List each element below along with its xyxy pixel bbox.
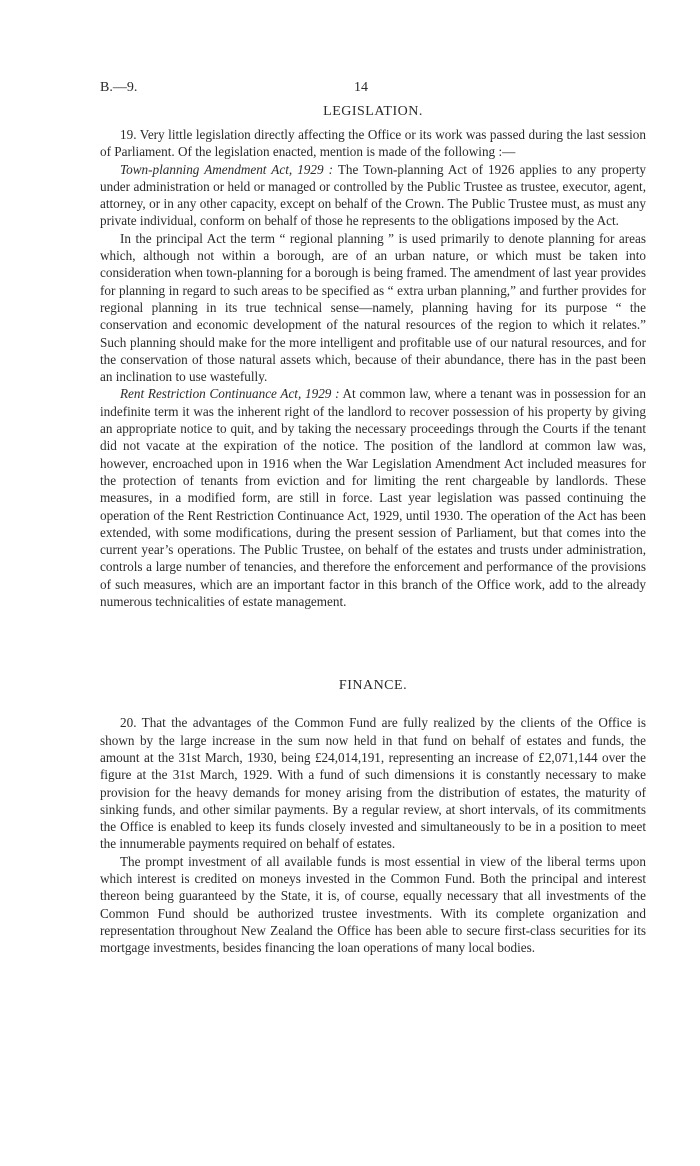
legislation-section [100, 102, 646, 610]
legislation-heading: LEGISLATION. [323, 104, 423, 119]
finance-heading: FINANCE. [338, 678, 408, 694]
paragraph-text: The Town-planning Act of 1926 applies to any property under administration or held or managed or controlled by the Public Trustee as trustee, executor, agent, attorney, or in any other capacity, except on behalf of the Crown. The Public Trustee must, as must any private individual, conform on behalf of those he represents to the obligations imposed by the Act. [100, 161, 646, 229]
paragraph-text: The prompt investment of all available funds is most essential in view of the liberal terms upon which interest is credited on moneys invested in the Common Fund. Both the principal and interest thereon being guaranteed by the State, it is, of course, equally necessary that all investments of the Common Fund should be authorized trustee investments. With its complete organization and representation throughout New Zealand the Office has been able to secure first-class securities for its mortgage investments, besides financing the loan operations of many local bodies. [100, 853, 646, 956]
act-title: Rent Restriction Continuance Act, 1929 : [120, 386, 340, 402]
paragraph-text: 19. Very little legislation directly affecting the Office or its work was passed during the last session of Parliament. Of the legislation enacted, mention is made of the following :— [100, 127, 646, 160]
act-title: Town-planning Amendment Act, 1929 : [120, 161, 334, 177]
legislation-paragraph-2 [100, 161, 646, 230]
finance-paragraph-2 [100, 853, 646, 957]
page-number: 14 [354, 80, 368, 95]
document-reference: B.—9. [100, 80, 138, 95]
legislation-paragraph-3 [100, 230, 646, 386]
page-header [100, 80, 646, 100]
finance-paragraph-1 [100, 714, 646, 852]
paragraph-text: At common law, where a tenant was in possession for an indefinite term it was the inherent right of the landlord to recover possession of his property by giving an appropriate notice to quit, and by taking the necessary proceedings through the Courts if the tenant did not vacate at the expiration of the notice. The position of the landlord at common law was, however, encroached upon in 1916 when the War Legislation Amendment Act included measures for the protection of tenants from eviction and for limiting the rent chargeable by landlords. These measures, in a modified form, are still in force. Last year legislation was passed continuing the operation of the Rent Restriction Continuance Act, 1929, until 1930. The operation of the Act has been extended, with some modifications, during the present session of Parliament, but that comes into the current year’s operations. The Public Trustee, on behalf of the estates and trusts under administration, controls a large number of tenancies, and therefore the enforcement and performance of the provisions of such measures, which are an important factor in this branch of the Office work, add to the already numerous technicalities of estate management. [100, 386, 647, 610]
paragraph-text: In the principal Act the term “ regional planning ” is used primarily to denote planning for areas which, although not within a borough, are of an urban nature, or which must be taken into consideration when town-planning for a borough is being framed. The amendment of last year provides for planning in regard to such areas to be specified as “ extra urban planning,” and further provides for regional planning in its true technical sense—namely, planning having for its purpose “ the conservation and economic development of the natural resources of the region to which it relates.” Such planning should make for the more intelligent and profitable use of our natural resources, and for the conservation of those natural assets which, because of their abundance, there has in the past been an inclination to use wastefully. [100, 230, 646, 385]
finance-section [100, 676, 646, 956]
legislation-paragraph-4 [100, 385, 646, 610]
document-page [100, 80, 646, 956]
paragraph-text: 20. That the advantages of the Common Fund are fully realized by the clients of the Office is shown by the large increase in the sum now held in that fund on behalf of estates and funds, the amount at the 31st March, 1930, being £24,014,191, representing an increase of £2,071,144 over the figure at the 31st March, 1929. With a fund of such dimensions it is constantly necessary to make provision for the heavy demands for money arising from the distribution of estates, the maturity of sinking funds, and other similar payments. By a regular review, at short intervals, of its commitments the Office is enabled to keep its funds closely invested and simultaneously to be in a position to meet the innumerable payments required on behalf of estates. [100, 715, 646, 852]
legislation-paragraph-1 [100, 126, 646, 161]
